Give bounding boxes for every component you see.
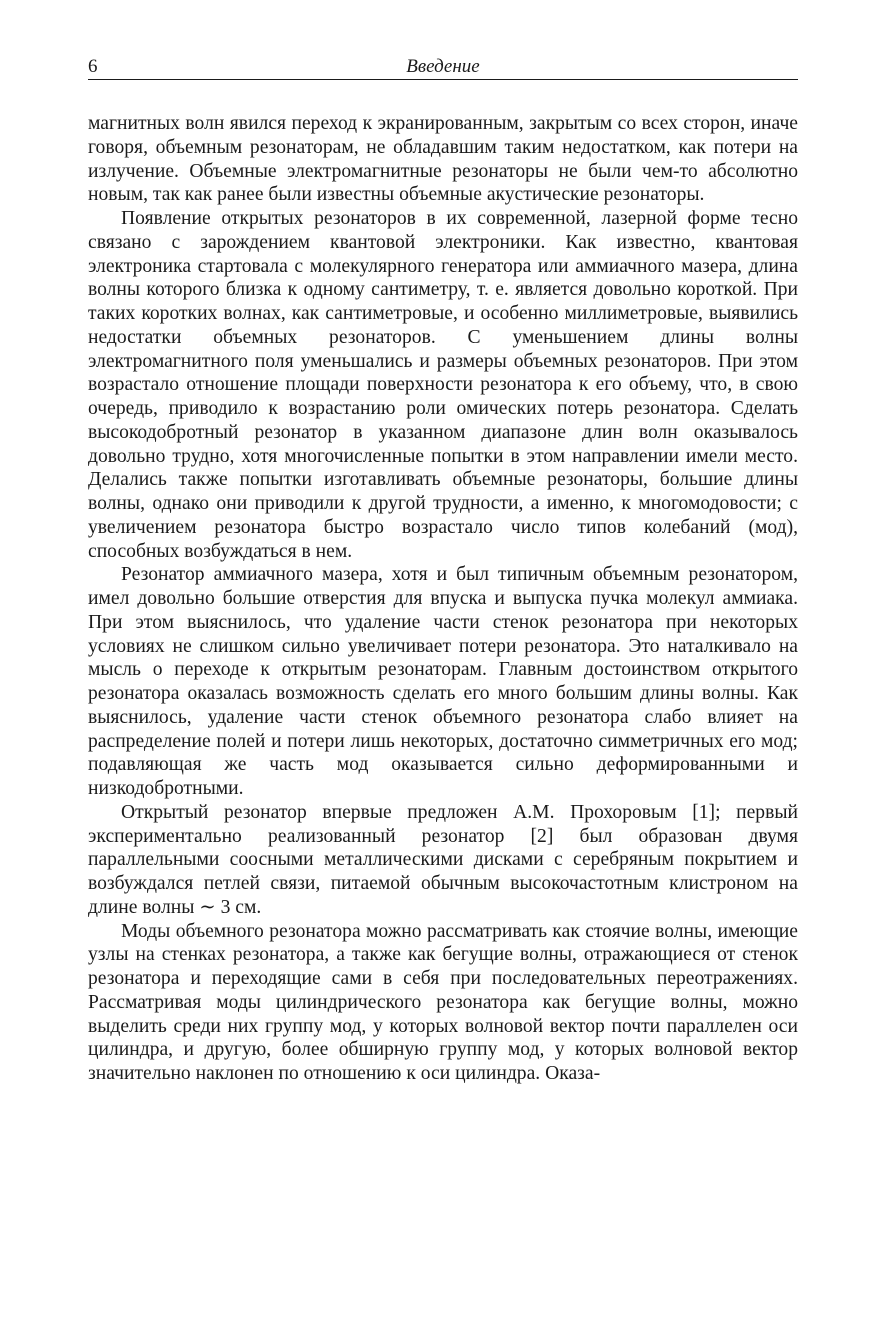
running-header — [88, 54, 798, 78]
paragraph-ammonia-maser: Резонатор аммиачного мазера, хотя и был типичным объемным резонатором, имел довольно большие отверстия для впуска и выпуска пучка молекул аммиака. При этом выяснилось, что удаление части стенок резонатора при некоторых условиях не слишком сильно увеличивает потери резонатора. Это наталкивало на мысль о переходе к открытым резонаторам. Главным достоинством открытого резонатора оказалась возможность сделать его много большим длины волны. Как выяснилось, удаление части стенок объемного резонатора слабо влияет на распределение полей и потери лишь некоторых, достаточно симметричных его мод; подавляющая же часть мод оказывается сильно деформированными и низкодобротными. — [88, 564, 798, 799]
header-rule — [88, 79, 798, 80]
section-title: Введение — [406, 56, 480, 77]
paragraph-prokhorov: Открытый резонатор впервые предложен А.М. Прохоровым [1]; первый экспериментально реализованный резонатор [2] был образован двумя параллельными соосными металлическими дисками с серебряным покрытием и возбуждался петлей связи, питаемой обычным высокочастотным клистроном на длине волны ∼ 3 см. — [88, 801, 798, 918]
paragraph-continuation: магнитных волн явился переход к экранированным, закрытым со всех сторон, иначе говоря, объемным резонаторам, не обладавшим таким недостатком, как потери на излучение. Объемные электромагнитные резонаторы не были чем-то абсолютно новым, так как ранее были известны объемные акустические резонаторы. — [88, 113, 798, 206]
paragraph-open-resonators-origin: Появление открытых резонаторов в их современной, лазерной форме тесно связано с зарождением квантовой электроники. Как известно, квантовая электроника стартовала с молекулярного генератора или аммиачного мазера, длина волны которого близка к одному сантиметру, т. е. является довольно короткой. При таких коротких волнах, как сантиметровые, и особенно миллиметровые, выявились недостатки объемных резонаторов. С уменьшением длины волны электромагнитного поля уменьшались и размеры объемных резонаторов. При этом возрастало отношение площади поверхности резонатора к его объему, что, в свою очередь, приводило к возрастанию роли омических потерь резонатора. Сделать высокодобротный резонатор в указанном диапазоне длин волн оказывалось довольно трудно, хотя многочисленные попытки в этом направлении имели место. Делались также попытки изготавливать объемные резонаторы, большие длины волны, однако они приводили к другой трудности, а именно, к многомодовости; с увеличением резонатора быстро возрастало число типов колебаний (мод), способных возбуждаться в нем. — [88, 208, 798, 562]
body-text — [88, 112, 798, 1086]
book-page — [88, 54, 798, 1086]
paragraph-resonator-modes: Моды объемного резонатора можно рассматривать как стоячие волны, имеющие узлы на стенках резонатора, а также как бегущие волны, отражающиеся от стенок резонатора и переходящие сами в себя при последовательных переотражениях. Рассматривая моды цилиндрического резонатора как бегущие волны, можно выделить среди них группу мод, у которых волновой вектор почти параллелен оси цилиндра, и другую, более обширную группу мод, у которых волновой вектор значительно наклонен по отношению к оси цилиндра. Оказа- — [88, 920, 798, 1084]
page-number: 6 — [88, 56, 98, 77]
